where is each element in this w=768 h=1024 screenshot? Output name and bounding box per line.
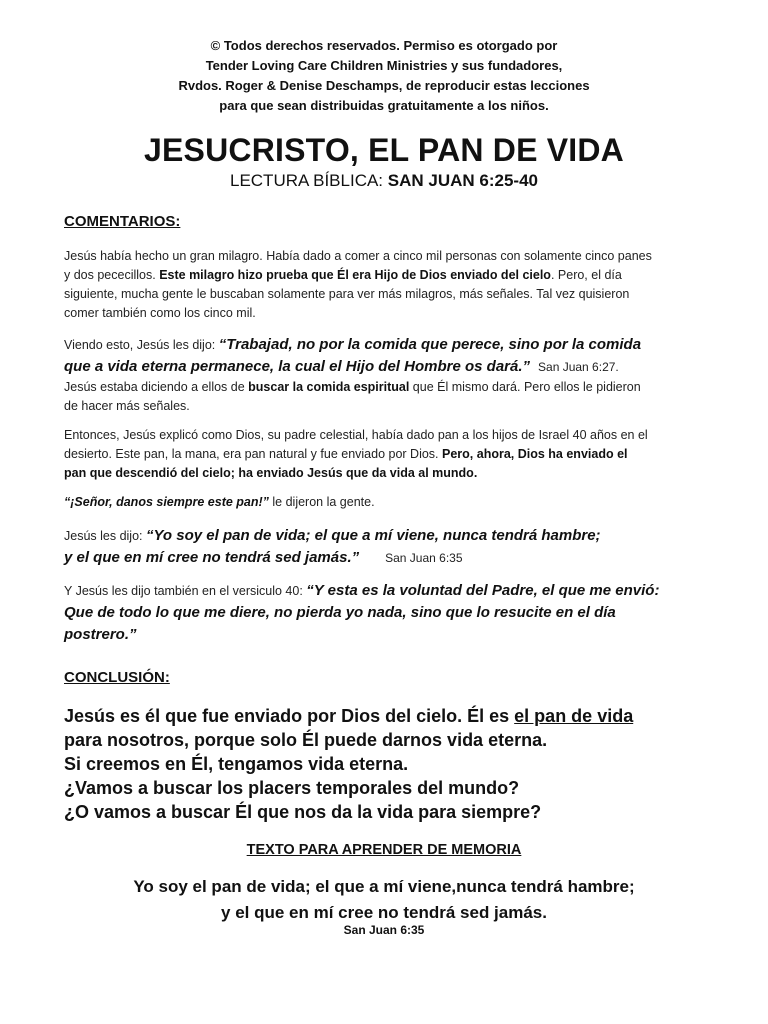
copyright-line: Rvdos. Roger & Denise Deschamps, de reproducir estas lecciones	[178, 78, 590, 93]
scripture-quote: que a vida eterna permanece, la cual el Hijo del Hombre os dará.”	[64, 358, 531, 375]
memory-verse-heading: TEXTO PARA APRENDER DE MEMORIA	[246, 842, 522, 858]
text-span: . Pero, el día	[550, 268, 622, 282]
scripture-quote: “Trabajad, no por la comida que perece, sino por la comida	[218, 336, 642, 353]
comentarios-heading: COMENTARIOS:	[64, 213, 181, 230]
bible-reading-reference: SAN JUAN 6:25-40	[387, 171, 538, 190]
text-line	[64, 378, 704, 397]
text-line: comer también como los cinco mil.	[64, 306, 256, 320]
text-span: que Él mismo dará. Pero ellos le pidieron	[409, 380, 641, 394]
copyright-line: Tender Loving Care Children Ministries y sus fundadores,	[205, 58, 563, 73]
scripture-quote: “¡Señor, danos siempre este pan!”	[64, 495, 269, 509]
text-line	[64, 547, 704, 569]
comentario-paragraph-2	[64, 334, 704, 416]
text-line: siguiente, mucha gente le buscaban solamente para ver más milagros, más señales. Tal vez quisieron	[64, 287, 630, 301]
conclusion-heading: CONCLUSIÓN:	[64, 669, 170, 686]
conclusion-line: Si creemos en Él, tengamos vida eterna.	[64, 754, 409, 774]
conclusion-line: ¿Vamos a buscar los placers temporales del mundo?	[64, 778, 520, 798]
emphasis-text: Pero, ahora, Dios ha enviado el	[442, 447, 628, 461]
memory-verse-reference: San Juan 6:35	[343, 923, 425, 937]
scripture-quote: “Y esta es la voluntad del Padre, el que me envió:	[306, 582, 660, 599]
memory-verse-line: Yo soy el pan de vida; el que a mí viene,nunca tendrá hambre;	[133, 877, 635, 896]
comentario-paragraph-4	[64, 493, 704, 512]
conclusion-line: ¿O vamos a buscar Él que nos da la vida para siempre?	[64, 802, 542, 822]
text-span: y dos pececillos.	[64, 268, 160, 282]
emphasis-text: buscar la comida espiritual	[248, 380, 410, 394]
page-title: JESUCRISTO, EL PAN DE VIDA	[144, 132, 624, 168]
text-span: Jesús les dijo:	[64, 529, 146, 543]
comentario-paragraph-5	[64, 525, 704, 569]
text-span: Viendo esto, Jesús les dijo:	[64, 338, 219, 352]
text-line	[64, 266, 704, 285]
scripture-quote: postrero.”	[64, 626, 137, 643]
comentario-paragraph-6	[64, 580, 704, 646]
conclusion-line: para nosotros, porque solo Él puede darnos vida eterna.	[64, 730, 548, 750]
text-span: Jesús es él que fue enviado por Dios del cielo. Él es	[64, 706, 515, 726]
scripture-quote: y el que en mí cree no tendrá sed jamás.”	[64, 549, 360, 566]
conclusion-text	[64, 704, 724, 824]
emphasis-text: pan que descendió del cielo; ha enviado Jesús que da vida al mundo.	[64, 466, 478, 480]
memory-verse	[0, 874, 768, 926]
text-line	[64, 493, 704, 512]
text-line: Entonces, Jesús explicó como Dios, su padre celestial, había dado pan a los hijos de Israel 40 años en el	[64, 428, 648, 442]
text-line	[64, 525, 704, 547]
copyright-notice	[0, 36, 768, 116]
text-line	[64, 356, 704, 378]
text-span: le dijeron la gente.	[268, 495, 375, 509]
text-span: Y Jesús les dijo también en el versiculo 40:	[64, 584, 307, 598]
scripture-quote: Que de todo lo que me diere, no pierda yo nada, sino que lo resucite en el día	[64, 604, 616, 621]
scripture-quote: “Yo soy el pan de vida; el que a mí viene, nunca tendrá hambre;	[145, 527, 601, 544]
bible-reading-label: LECTURA BÍBLICA:	[229, 171, 388, 190]
text-span: desierto. Este pan, la mana, era pan natural y fue enviado por Dios.	[64, 447, 443, 461]
underlined-text: el pan de vida	[514, 706, 634, 726]
text-line	[64, 580, 704, 602]
text-line	[64, 445, 704, 464]
copyright-line: © Todos derechos reservados. Permiso es otorgado por	[210, 38, 558, 53]
text-span: Jesús estaba diciendo a ellos de	[64, 380, 249, 394]
text-line: de hacer más señales.	[64, 399, 190, 413]
emphasis-text: Este milagro hizo prueba que Él era Hijo de Dios enviado del cielo	[159, 268, 551, 282]
bible-reading	[0, 170, 768, 192]
comentario-paragraph-3	[64, 426, 704, 483]
copyright-line: para que sean distribuidas gratuitamente a los niños.	[219, 98, 549, 113]
conclusion-line	[64, 704, 724, 728]
text-line	[64, 334, 704, 356]
scripture-reference: San Juan 6:35	[385, 551, 463, 565]
scripture-reference: San Juan 6:27.	[538, 360, 619, 374]
text-line: Jesús había hecho un gran milagro. Había dado a comer a cinco mil personas con solamente cinco panes	[64, 249, 652, 263]
comentario-paragraph-1	[64, 247, 704, 323]
memory-verse-line: y el que en mí cree no tendrá sed jamás.	[221, 903, 547, 922]
